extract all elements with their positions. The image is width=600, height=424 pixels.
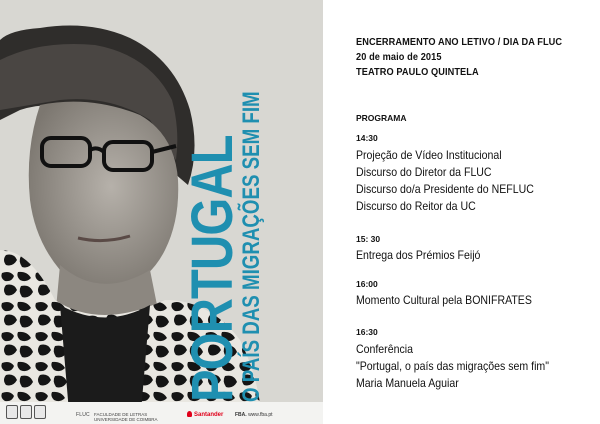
program-time: 16:00 (356, 279, 378, 289)
faculty-line-2: UNIVERSIDADE DE COIMBRA (94, 417, 158, 422)
poster-footer (0, 402, 323, 424)
poster-subtitle: O PAÍS DAS MIGRAÇÕES SEM FIM (238, 91, 265, 402)
fba-url: www.fba.pt (248, 412, 273, 418)
program-heading: PROGRAMA (356, 113, 407, 123)
poster-title-block (180, 42, 265, 402)
event-venue: TEATRO PAULO QUINTELA (356, 67, 479, 78)
program-time: 14:30 (356, 133, 378, 143)
faculty-name (94, 412, 158, 422)
program-item: Maria Manuela Aguiar (356, 376, 459, 390)
program-item: Discurso do Reitor da UC (356, 199, 476, 213)
program-item: Entrega dos Prémios Feijó (356, 248, 481, 262)
program-time: 15: 30 (356, 234, 381, 244)
program-item: Projeção de Vídeo Institucional (356, 148, 502, 162)
event-title: ENCERRAMENTO ANO LETIVO / DIA DA FLUC (356, 37, 563, 48)
program-item: "Portugal, o país das migrações sem fim" (356, 359, 549, 373)
poster-title: PORTUGAL (180, 135, 245, 402)
association-seal-icon (34, 405, 46, 419)
program-item: Discurso do/a Presidente do NEFLUC (356, 182, 534, 196)
faculty-line-1: FACULDADE DE LETRAS (94, 412, 148, 417)
flame-icon (187, 411, 192, 417)
program-time: 16:30 (356, 327, 378, 337)
faculty-seal-icon (20, 405, 32, 419)
program-item: Momento Cultural pela BONIFRATES (356, 293, 532, 307)
fba-credit (235, 412, 273, 418)
event-date: 20 de maio de 2015 (356, 52, 442, 63)
program-item: Conferência (356, 342, 413, 356)
university-seal-icon (6, 405, 18, 419)
santander-logo (187, 411, 223, 418)
program-item: Discurso do Diretor da FLUC (356, 165, 492, 179)
fluc-logo: FLUC (76, 412, 90, 418)
sponsor-name: Santander (194, 412, 224, 418)
fba-name: FBA. (235, 412, 247, 418)
